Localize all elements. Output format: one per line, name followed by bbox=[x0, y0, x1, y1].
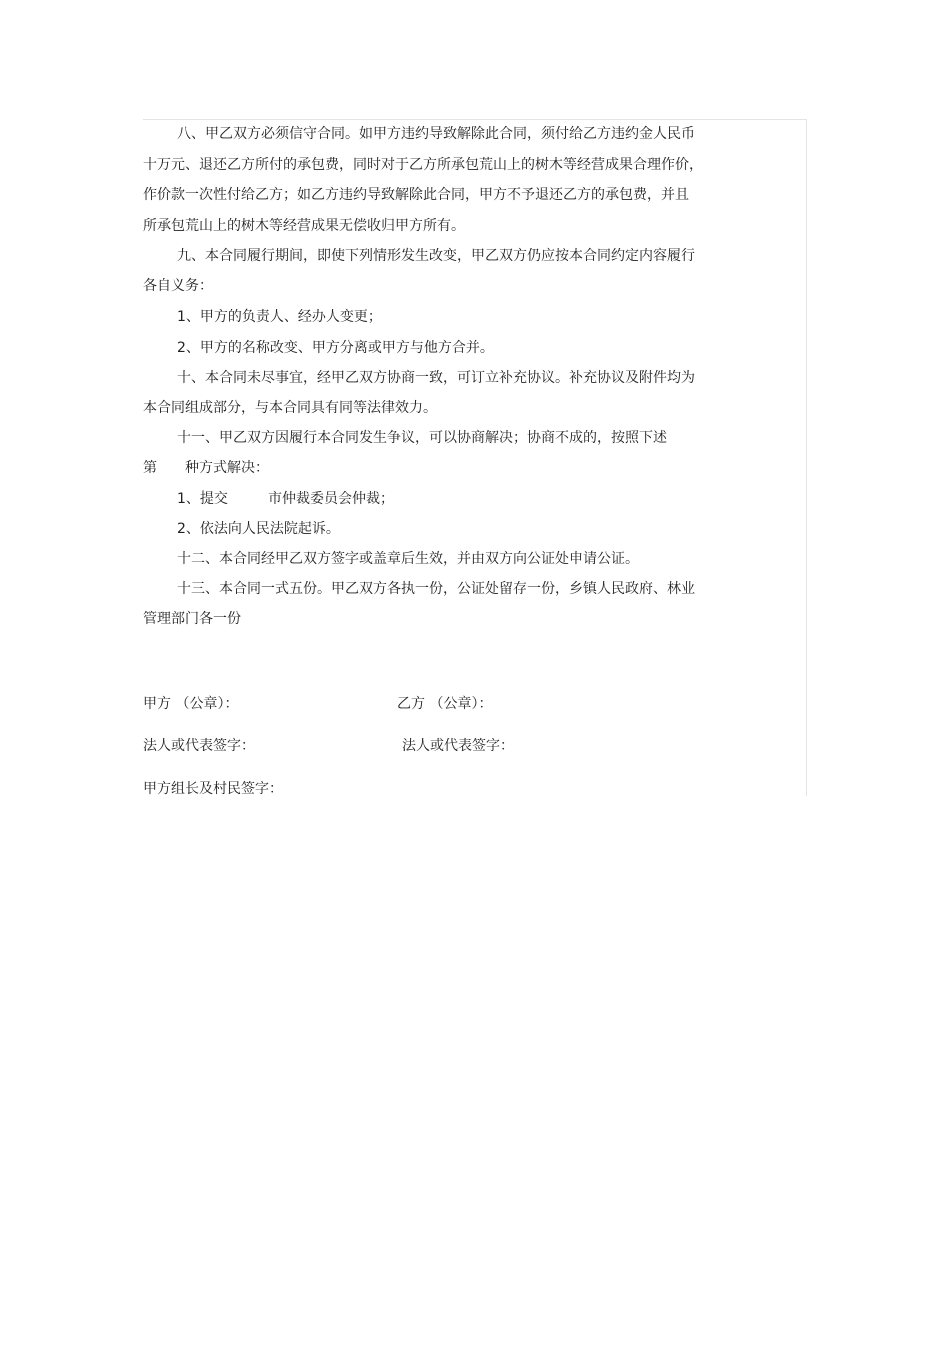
clause-11-line-2-prefix: 第 bbox=[143, 460, 157, 476]
clause-8-line-4: 所承包荒山上的树木等经营成果无偿收归甲方所有。 bbox=[143, 218, 465, 234]
clause-13-line-1: 十三、本合同一式五份。甲乙双方各执一份，公证处留存一份，乡镇人民政府、林业 bbox=[177, 581, 695, 597]
clause-11-line-1: 十一、甲乙双方因履行本合同发生争议，可以协商解决；协商不成的，按照下述 bbox=[177, 430, 667, 446]
clause-11-item-1-prefix: 1、提交 bbox=[177, 491, 228, 507]
party-a-representative-label: 法人或代表签字： bbox=[143, 738, 255, 754]
clause-13-line-2: 管理部门各一份 bbox=[143, 611, 241, 627]
clause-9-line-2: 各自义务： bbox=[143, 278, 213, 294]
clause-8-line-1: 八、甲乙双方必须信守合同。如甲方违约导致解除此合同，须付给乙方违约金人民币 bbox=[177, 126, 695, 142]
clause-10-line-1: 十、本合同未尽事宜，经甲乙双方协商一致，可订立补充协议。补充协议及附件均为 bbox=[177, 370, 695, 386]
party-a-villagers-label: 甲方组长及村民签字： bbox=[143, 781, 283, 797]
party-b-seal-label: 乙方 （公章）： bbox=[397, 696, 493, 712]
clause-8-line-3: 作价款一次性付给乙方；如乙方违约导致解除此合同，甲方不予退还乙方的承包费，并且 bbox=[143, 187, 689, 203]
clause-11-line-2-suffix: 种方式解决： bbox=[185, 460, 269, 476]
clause-11-item-1-suffix: 市仲裁委员会仲裁； bbox=[268, 491, 394, 507]
clause-8-line-2: 十万元、退还乙方所付的承包费，同时对于乙方所承包荒山上的树木等经营成果合理作价， bbox=[143, 157, 703, 173]
clause-9-item-2: 2、甲方的名称改变、甲方分离或甲方与他方合并。 bbox=[177, 340, 494, 356]
party-b-representative-label: 法人或代表签字： bbox=[402, 738, 514, 754]
party-a-seal-label: 甲方 （公章）： bbox=[143, 696, 239, 712]
clause-9-item-1: 1、甲方的负责人、经办人变更； bbox=[177, 309, 382, 325]
clause-11-item-2: 2、依法向人民法院起诉。 bbox=[177, 521, 340, 537]
clause-12-line-1: 十二、本合同经甲乙双方签字或盖章后生效，并由双方向公证处申请公证。 bbox=[177, 551, 639, 567]
clause-9-line-1: 九、本合同履行期间，即使下列情形发生改变，甲乙双方仍应按本合同约定内容履行 bbox=[177, 248, 695, 264]
clause-10-line-2: 本合同组成部分，与本合同具有同等法律效力。 bbox=[143, 400, 437, 416]
